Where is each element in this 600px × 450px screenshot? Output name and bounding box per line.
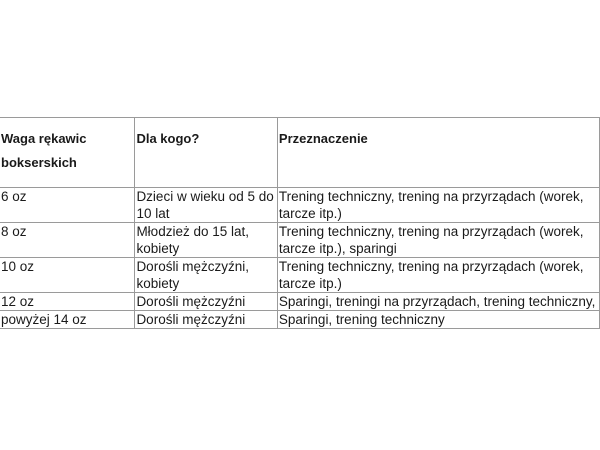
glove-weight-table-container — [0, 117, 600, 333]
cell-text: tarcze itp.) — [278, 276, 342, 291]
cell-text: Trening techniczny, trening na przyrządach (worek, — [278, 259, 584, 274]
cell-text: Dorośli mężczyźni — [136, 294, 246, 309]
cell-text: Trening techniczny, trening na przyrządach (worek, — [278, 189, 584, 204]
cell-purpose — [277, 188, 599, 223]
cell-weight — [0, 293, 135, 311]
header-for-whom — [135, 118, 277, 188]
table-row — [0, 223, 600, 258]
cell-for-whom — [135, 223, 277, 258]
cell-text: powyżej 14 oz — [1, 312, 87, 327]
header-text: bokserskich — [1, 155, 77, 170]
cell-text: Sparingi, trening techniczny — [278, 312, 445, 327]
cell-text: kobiety — [136, 241, 180, 256]
cell-text: Młodzież do 15 lat, — [136, 224, 249, 239]
cell-text: Dorośli mężczyźni — [136, 312, 246, 327]
cell-text: 10 oz — [1, 259, 35, 274]
cell-text: Dzieci w wieku od 5 do — [136, 189, 274, 204]
cell-text: 6 oz — [1, 189, 27, 204]
cell-for-whom — [135, 258, 277, 293]
cell-purpose — [277, 293, 599, 311]
glove-weight-table — [0, 117, 600, 329]
cell-text: 8 oz — [1, 224, 27, 239]
header-text: Dla kogo? — [136, 131, 200, 146]
cell-text: tarcze itp.) — [278, 206, 342, 221]
cell-text: 10 lat — [136, 206, 170, 221]
cell-for-whom — [135, 311, 277, 329]
cell-for-whom — [135, 293, 277, 311]
cell-weight — [0, 223, 135, 258]
cell-weight — [0, 258, 135, 293]
cell-text: Sparingi, treningi na przyrządach, trening techniczny, — [278, 294, 596, 309]
cell-purpose — [277, 311, 599, 329]
table-row — [0, 311, 600, 329]
cell-weight — [0, 188, 135, 223]
header-purpose — [277, 118, 599, 188]
cell-text: 12 oz — [1, 294, 35, 309]
cell-for-whom — [135, 188, 277, 223]
cell-text: kobiety — [136, 276, 180, 291]
cell-text: tarcze itp.), sparingi — [278, 241, 397, 256]
table-header-row — [0, 118, 600, 188]
table-row — [0, 293, 600, 311]
header-text: Waga rękawic — [1, 131, 87, 146]
cell-text: Trening techniczny, trening na przyrządach (worek, — [278, 224, 584, 239]
table-row — [0, 258, 600, 293]
cell-text: Dorośli mężczyźni, — [136, 259, 249, 274]
cell-purpose — [277, 258, 599, 293]
cell-weight — [0, 311, 135, 329]
cell-purpose — [277, 223, 599, 258]
header-glove-weight — [0, 118, 135, 188]
table-row — [0, 188, 600, 223]
header-text: Przeznaczenie — [278, 131, 368, 146]
